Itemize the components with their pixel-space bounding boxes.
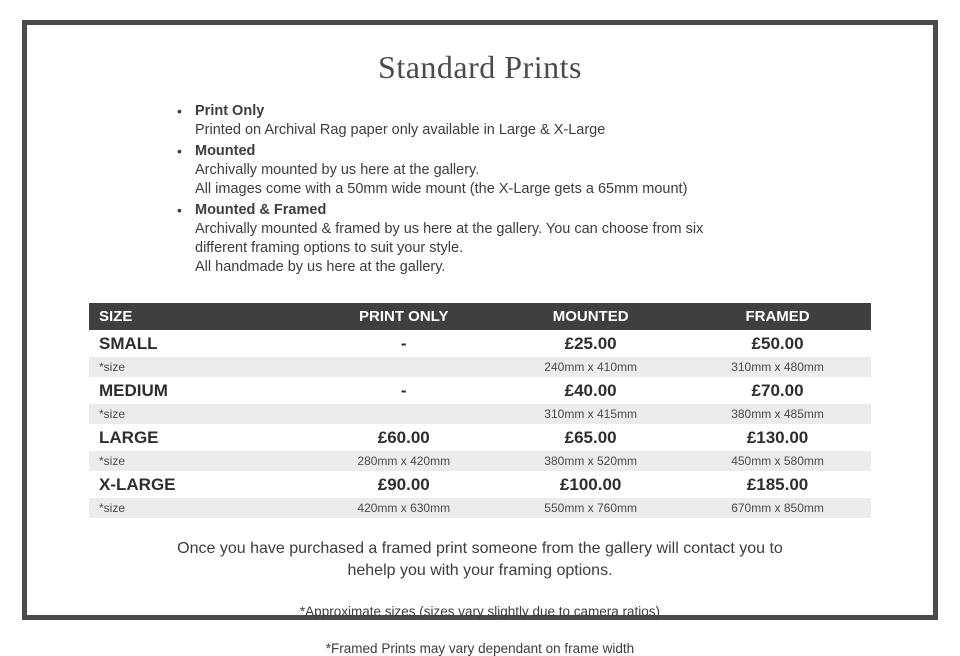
table-row [89, 471, 871, 498]
option-line: Printed on Archival Rag paper only available in Large & X-Large [195, 122, 606, 138]
price-mounted: £40.00 [497, 377, 684, 404]
dimension-framed: 380mm x 485mm [684, 404, 871, 424]
list-item [195, 142, 893, 199]
option-line: All images come with a 50mm wide mount (the X-Large gets a 65mm mount) [195, 181, 688, 197]
dimension-label: *size [89, 404, 310, 424]
column-header-mounted: MOUNTED [497, 303, 684, 330]
table-row-dimensions [89, 357, 871, 377]
dimension-print-only: 280mm x 420mm [310, 451, 497, 471]
column-header-framed: FRAMED [684, 303, 871, 330]
dimension-mounted: 380mm x 520mm [497, 451, 684, 471]
page-title: Standard Prints [378, 49, 582, 85]
option-heading: • Mounted [195, 143, 256, 159]
option-line: All handmade by us here at the gallery. [195, 259, 446, 275]
dimension-label: *size [89, 498, 310, 518]
price-mounted: £65.00 [497, 424, 684, 451]
price-mounted: £100.00 [497, 471, 684, 498]
table-row [89, 330, 871, 357]
dimension-print-only [310, 357, 497, 377]
content-frame [22, 20, 938, 656]
price-print-only: - [310, 377, 497, 404]
footer-contact-note: Once you have purchased a framed print someone from the gallery will contact you to hehelp you with your framing options. [177, 540, 783, 579]
pricing-table [89, 303, 871, 518]
list-item [195, 102, 893, 140]
footer-frame-note: *Framed Prints may vary dependant on frame width [325, 641, 635, 656]
dimension-framed: 450mm x 580mm [684, 451, 871, 471]
price-print-only: - [310, 330, 497, 357]
pricing-table-wrapper [67, 303, 893, 518]
column-header-size: SIZE [89, 303, 310, 330]
row-size-label: SMALL [89, 330, 310, 357]
price-mounted: £25.00 [497, 330, 684, 357]
footer-size-note: *Approximate sizes (sizes vary slightly due to camera ratios) [299, 604, 661, 619]
price-framed: £50.00 [684, 330, 871, 357]
option-line: different framing options to suit your style. [195, 240, 464, 256]
dimension-framed: 670mm x 850mm [684, 498, 871, 518]
row-size-label: X-LARGE [89, 471, 310, 498]
option-line: Archivally mounted by us here at the gallery. [195, 162, 480, 178]
dimension-label: *size [89, 451, 310, 471]
list-item [195, 201, 893, 277]
dimension-mounted: 550mm x 760mm [497, 498, 684, 518]
footer-notes [67, 538, 893, 656]
price-framed: £130.00 [684, 424, 871, 451]
table-header [89, 303, 871, 330]
price-framed: £185.00 [684, 471, 871, 498]
option-heading: • Mounted & Framed [195, 202, 327, 218]
table-row-dimensions [89, 404, 871, 424]
table-row-dimensions [89, 498, 871, 518]
column-header-print-only: PRINT ONLY [310, 303, 497, 330]
table-body [89, 330, 871, 518]
table-row [89, 424, 871, 451]
dimension-label: *size [89, 357, 310, 377]
table-header-row [89, 303, 871, 330]
option-line: Archivally mounted & framed by us here at the gallery. You can choose from six [195, 221, 704, 237]
option-heading: • Print Only [195, 103, 265, 119]
table-row-dimensions [89, 451, 871, 471]
table-row [89, 377, 871, 404]
price-print-only: £60.00 [310, 424, 497, 451]
dimension-print-only: 420mm x 630mm [310, 498, 497, 518]
price-print-only: £90.00 [310, 471, 497, 498]
row-size-label: LARGE [89, 424, 310, 451]
dimension-mounted: 240mm x 410mm [497, 357, 684, 377]
dimension-framed: 310mm x 480mm [684, 357, 871, 377]
product-options-list [67, 102, 893, 279]
price-framed: £70.00 [684, 377, 871, 404]
row-size-label: MEDIUM [89, 377, 310, 404]
dimension-mounted: 310mm x 415mm [497, 404, 684, 424]
dimension-print-only [310, 404, 497, 424]
